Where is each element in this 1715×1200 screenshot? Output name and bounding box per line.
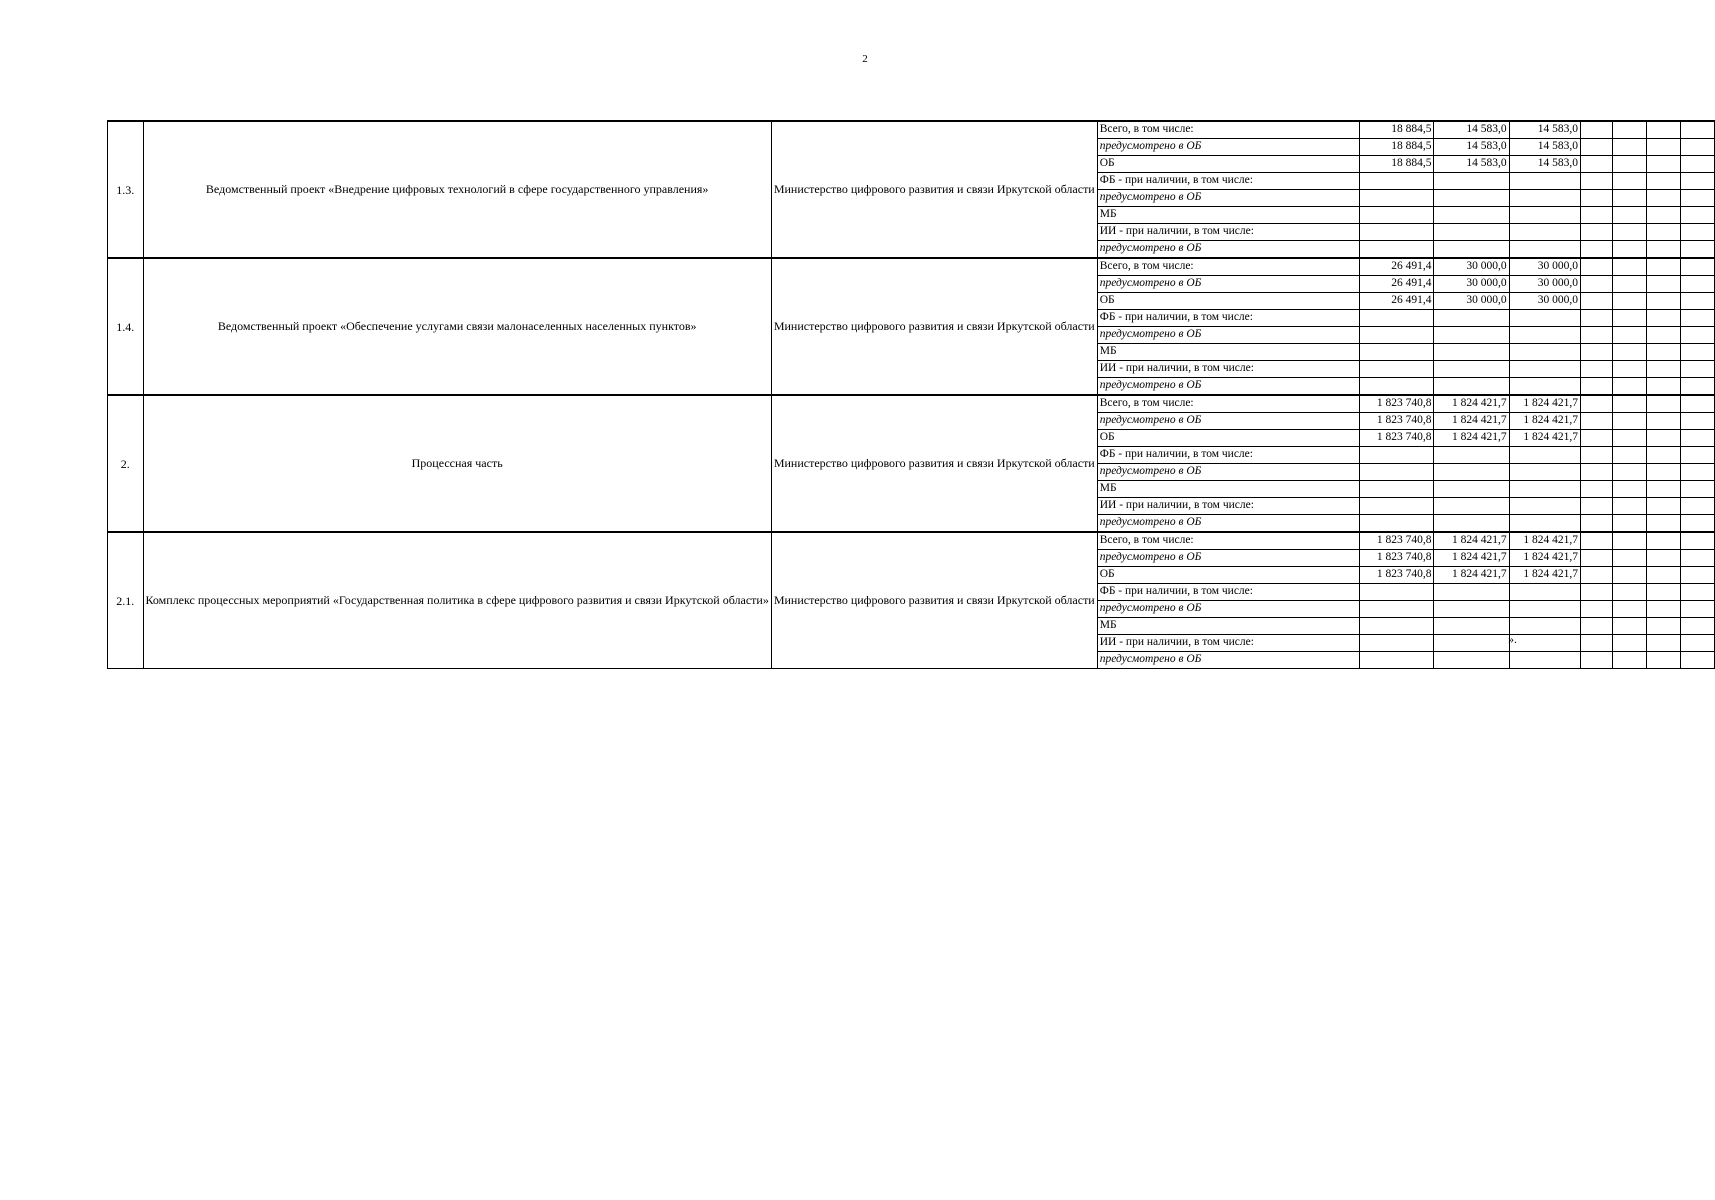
empty-cell <box>1681 121 1715 139</box>
amount-cell <box>1359 173 1434 190</box>
item-executor: Министерство цифрового развития и связи Иркутской области <box>771 532 1097 669</box>
empty-cell <box>1646 293 1680 310</box>
empty-cell <box>1613 139 1646 156</box>
empty-cell <box>1580 344 1612 361</box>
funding-source-label: ФБ - при наличии, в том числе: <box>1097 173 1359 190</box>
amount-cell <box>1509 344 1580 361</box>
amount-cell: 18 884,5 <box>1359 121 1434 139</box>
item-number: 2. <box>108 395 144 532</box>
item-name: Ведомственный проект «Внедрение цифровых технологий в сфере государственного управления» <box>143 121 771 258</box>
empty-cell <box>1613 344 1646 361</box>
amount-cell: 1 824 421,7 <box>1434 567 1509 584</box>
amount-cell <box>1434 310 1509 327</box>
amount-cell: 1 824 421,7 <box>1509 550 1580 567</box>
table-row <box>108 258 1715 276</box>
funding-source-label: предусмотрено в ОБ <box>1097 515 1359 533</box>
empty-cell <box>1681 327 1715 344</box>
funding-source-label: ИИ - при наличии, в том числе: <box>1097 224 1359 241</box>
item-executor: Министерство цифрового развития и связи Иркутской области <box>771 258 1097 395</box>
funding-source-label: предусмотрено в ОБ <box>1097 464 1359 481</box>
amount-cell: 14 583,0 <box>1509 121 1580 139</box>
empty-cell <box>1613 481 1646 498</box>
amount-cell: 26 491,4 <box>1359 276 1434 293</box>
amount-cell <box>1359 618 1434 635</box>
funding-source-label: предусмотрено в ОБ <box>1097 190 1359 207</box>
amount-cell <box>1509 361 1580 378</box>
empty-cell <box>1681 361 1715 378</box>
empty-cell <box>1646 378 1680 396</box>
amount-cell: 18 884,5 <box>1359 156 1434 173</box>
amount-cell <box>1359 481 1434 498</box>
empty-cell <box>1646 327 1680 344</box>
funding-source-label: МБ <box>1097 344 1359 361</box>
empty-cell <box>1646 395 1680 413</box>
empty-cell <box>1681 430 1715 447</box>
amount-cell: 1 824 421,7 <box>1434 395 1509 413</box>
item-executor: Министерство цифрового развития и связи Иркутской области <box>771 395 1097 532</box>
empty-cell <box>1646 481 1680 498</box>
funding-source-label: предусмотрено в ОБ <box>1097 327 1359 344</box>
empty-cell <box>1580 327 1612 344</box>
amount-cell: 1 824 421,7 <box>1434 430 1509 447</box>
amount-cell <box>1509 635 1580 652</box>
empty-cell <box>1580 224 1612 241</box>
amount-cell: 14 583,0 <box>1434 139 1509 156</box>
empty-cell <box>1646 532 1680 550</box>
empty-cell <box>1646 258 1680 276</box>
amount-cell <box>1509 378 1580 396</box>
item-number: 1.3. <box>108 121 144 258</box>
amount-cell: 14 583,0 <box>1509 156 1580 173</box>
amount-cell <box>1434 207 1509 224</box>
amount-cell: 30 000,0 <box>1509 276 1580 293</box>
amount-cell: 1 824 421,7 <box>1509 395 1580 413</box>
empty-cell <box>1580 550 1612 567</box>
amount-cell: 26 491,4 <box>1359 258 1434 276</box>
empty-cell <box>1681 550 1715 567</box>
amount-cell: 30 000,0 <box>1434 258 1509 276</box>
empty-cell <box>1613 430 1646 447</box>
amount-cell <box>1434 447 1509 464</box>
empty-cell <box>1613 447 1646 464</box>
empty-cell <box>1681 156 1715 173</box>
empty-cell <box>1580 652 1612 669</box>
funding-source-label: МБ <box>1097 207 1359 224</box>
empty-cell <box>1646 464 1680 481</box>
amount-cell: 30 000,0 <box>1509 258 1580 276</box>
amount-cell: 1 823 740,8 <box>1359 430 1434 447</box>
empty-cell <box>1646 139 1680 156</box>
amount-cell: 1 824 421,7 <box>1509 567 1580 584</box>
funding-source-label: предусмотрено в ОБ <box>1097 601 1359 618</box>
empty-cell <box>1646 413 1680 430</box>
funding-source-label: ОБ <box>1097 567 1359 584</box>
amount-cell <box>1434 378 1509 396</box>
amount-cell: 1 823 740,8 <box>1359 532 1434 550</box>
funding-source-label: ИИ - при наличии, в том числе: <box>1097 635 1359 652</box>
amount-cell <box>1359 515 1434 533</box>
amount-cell: 1 823 740,8 <box>1359 550 1434 567</box>
table-row <box>108 121 1715 139</box>
amount-cell <box>1359 327 1434 344</box>
empty-cell <box>1646 121 1680 139</box>
empty-cell <box>1646 173 1680 190</box>
empty-cell <box>1580 532 1612 550</box>
amount-cell: 14 583,0 <box>1434 156 1509 173</box>
amount-cell <box>1509 601 1580 618</box>
empty-cell <box>1580 258 1612 276</box>
empty-cell <box>1613 498 1646 515</box>
amount-cell: 26 491,4 <box>1359 293 1434 310</box>
amount-cell: 1 824 421,7 <box>1434 413 1509 430</box>
empty-cell <box>1646 567 1680 584</box>
empty-cell <box>1681 378 1715 396</box>
empty-cell <box>1681 190 1715 207</box>
empty-cell <box>1613 515 1646 533</box>
empty-cell <box>1613 190 1646 207</box>
amount-cell <box>1434 635 1509 652</box>
amount-cell <box>1434 652 1509 669</box>
amount-cell <box>1434 327 1509 344</box>
amount-cell: 1 824 421,7 <box>1434 532 1509 550</box>
empty-cell <box>1646 601 1680 618</box>
empty-cell <box>1580 139 1612 156</box>
amount-cell: 30 000,0 <box>1509 293 1580 310</box>
funding-source-label: ОБ <box>1097 156 1359 173</box>
empty-cell <box>1613 173 1646 190</box>
amount-cell <box>1509 447 1580 464</box>
empty-cell <box>1580 293 1612 310</box>
empty-cell <box>1681 567 1715 584</box>
table-row <box>108 532 1715 550</box>
empty-cell <box>1613 241 1646 259</box>
funding-source-label: предусмотрено в ОБ <box>1097 413 1359 430</box>
amount-cell <box>1359 207 1434 224</box>
amount-cell <box>1434 241 1509 259</box>
empty-cell <box>1646 618 1680 635</box>
empty-cell <box>1580 121 1612 139</box>
amount-cell: 1 823 740,8 <box>1359 395 1434 413</box>
empty-cell <box>1613 532 1646 550</box>
empty-cell <box>1646 310 1680 327</box>
empty-cell <box>1681 310 1715 327</box>
empty-cell <box>1646 224 1680 241</box>
empty-cell <box>1646 498 1680 515</box>
amount-cell: 1 823 740,8 <box>1359 413 1434 430</box>
empty-cell <box>1681 464 1715 481</box>
amount-cell <box>1509 327 1580 344</box>
empty-cell <box>1681 635 1715 652</box>
empty-cell <box>1681 139 1715 156</box>
empty-cell <box>1613 618 1646 635</box>
empty-cell <box>1681 652 1715 669</box>
amount-cell <box>1359 447 1434 464</box>
amount-cell <box>1434 344 1509 361</box>
amount-cell <box>1434 173 1509 190</box>
empty-cell <box>1681 498 1715 515</box>
empty-cell <box>1646 430 1680 447</box>
amount-cell <box>1509 173 1580 190</box>
funding-source-label: предусмотрено в ОБ <box>1097 276 1359 293</box>
amount-cell <box>1359 498 1434 515</box>
funding-source-label: ОБ <box>1097 430 1359 447</box>
amount-cell <box>1359 310 1434 327</box>
empty-cell <box>1646 550 1680 567</box>
amount-cell: 1 824 421,7 <box>1509 532 1580 550</box>
empty-cell <box>1613 121 1646 139</box>
table-row <box>108 395 1715 413</box>
empty-cell <box>1580 378 1612 396</box>
closing-quote-mark: ». <box>1508 632 1517 646</box>
funding-source-label: Всего, в том числе: <box>1097 258 1359 276</box>
amount-cell: 14 583,0 <box>1509 139 1580 156</box>
funding-source-label: МБ <box>1097 618 1359 635</box>
item-name: Процессная часть <box>143 395 771 532</box>
empty-cell <box>1646 361 1680 378</box>
funding-source-label: предусмотрено в ОБ <box>1097 550 1359 567</box>
amount-cell <box>1509 464 1580 481</box>
funding-source-label: предусмотрено в ОБ <box>1097 378 1359 396</box>
empty-cell <box>1681 258 1715 276</box>
amount-cell <box>1509 241 1580 259</box>
empty-cell <box>1580 498 1612 515</box>
funding-source-label: ФБ - при наличии, в том числе: <box>1097 447 1359 464</box>
empty-cell <box>1646 156 1680 173</box>
amount-cell <box>1359 361 1434 378</box>
empty-cell <box>1613 652 1646 669</box>
item-executor: Министерство цифрового развития и связи Иркутской области <box>771 121 1097 258</box>
amount-cell <box>1509 618 1580 635</box>
funding-source-label: предусмотрено в ОБ <box>1097 652 1359 669</box>
empty-cell <box>1613 464 1646 481</box>
empty-cell <box>1580 395 1612 413</box>
empty-cell <box>1613 635 1646 652</box>
empty-cell <box>1646 584 1680 601</box>
empty-cell <box>1613 276 1646 293</box>
empty-cell <box>1681 413 1715 430</box>
amount-cell: 1 824 421,7 <box>1434 550 1509 567</box>
empty-cell <box>1580 173 1612 190</box>
empty-cell <box>1681 173 1715 190</box>
empty-cell <box>1646 190 1680 207</box>
empty-cell <box>1580 584 1612 601</box>
empty-cell <box>1613 601 1646 618</box>
amount-cell <box>1434 190 1509 207</box>
empty-cell <box>1580 310 1612 327</box>
empty-cell <box>1580 567 1612 584</box>
amount-cell <box>1509 224 1580 241</box>
amount-cell <box>1359 224 1434 241</box>
empty-cell <box>1681 447 1715 464</box>
page-number: 2 <box>862 53 868 65</box>
empty-cell <box>1681 532 1715 550</box>
amount-cell <box>1509 207 1580 224</box>
amount-cell <box>1359 190 1434 207</box>
amount-cell <box>1509 310 1580 327</box>
amount-cell <box>1359 241 1434 259</box>
empty-cell <box>1681 224 1715 241</box>
funding-source-label: Всего, в том числе: <box>1097 121 1359 139</box>
funding-source-label: ОБ <box>1097 293 1359 310</box>
amount-cell <box>1359 378 1434 396</box>
empty-cell <box>1681 515 1715 533</box>
item-name: Ведомственный проект «Обеспечение услугами связи малонаселенных населенных пунктов» <box>143 258 771 395</box>
empty-cell <box>1580 601 1612 618</box>
empty-cell <box>1681 584 1715 601</box>
amount-cell <box>1434 361 1509 378</box>
empty-cell <box>1580 190 1612 207</box>
empty-cell <box>1580 156 1612 173</box>
amount-cell <box>1359 635 1434 652</box>
funding-source-label: ФБ - при наличии, в том числе: <box>1097 584 1359 601</box>
amount-cell <box>1434 224 1509 241</box>
empty-cell <box>1580 361 1612 378</box>
empty-cell <box>1580 430 1612 447</box>
amount-cell: 1 824 421,7 <box>1509 430 1580 447</box>
funding-source-label: предусмотрено в ОБ <box>1097 241 1359 259</box>
empty-cell <box>1681 618 1715 635</box>
amount-cell <box>1434 464 1509 481</box>
empty-cell <box>1681 241 1715 259</box>
empty-cell <box>1613 550 1646 567</box>
empty-cell <box>1613 567 1646 584</box>
empty-cell <box>1580 464 1612 481</box>
empty-cell <box>1613 293 1646 310</box>
empty-cell <box>1613 310 1646 327</box>
empty-cell <box>1580 635 1612 652</box>
empty-cell <box>1613 258 1646 276</box>
empty-cell <box>1580 618 1612 635</box>
amount-cell <box>1434 481 1509 498</box>
amount-cell: 14 583,0 <box>1434 121 1509 139</box>
empty-cell <box>1580 241 1612 259</box>
amount-cell <box>1434 584 1509 601</box>
amount-cell <box>1359 344 1434 361</box>
amount-cell <box>1509 498 1580 515</box>
empty-cell <box>1681 481 1715 498</box>
funding-source-label: ИИ - при наличии, в том числе: <box>1097 361 1359 378</box>
funding-source-label: ИИ - при наличии, в том числе: <box>1097 498 1359 515</box>
empty-cell <box>1580 515 1612 533</box>
amount-cell <box>1434 601 1509 618</box>
empty-cell <box>1681 276 1715 293</box>
amount-cell <box>1434 618 1509 635</box>
amount-cell <box>1509 652 1580 669</box>
empty-cell <box>1681 601 1715 618</box>
empty-cell <box>1646 515 1680 533</box>
amount-cell <box>1509 515 1580 533</box>
funding-source-label: предусмотрено в ОБ <box>1097 139 1359 156</box>
empty-cell <box>1681 344 1715 361</box>
amount-cell <box>1359 584 1434 601</box>
empty-cell <box>1646 344 1680 361</box>
amount-cell <box>1434 515 1509 533</box>
funding-source-label: Всего, в том числе: <box>1097 532 1359 550</box>
empty-cell <box>1646 447 1680 464</box>
item-name: Комплекс процессных мероприятий «Государственная политика в сфере цифрового развития и связи Иркутской области» <box>143 532 771 669</box>
empty-cell <box>1681 293 1715 310</box>
amount-cell: 18 884,5 <box>1359 139 1434 156</box>
amount-cell <box>1509 481 1580 498</box>
empty-cell <box>1646 276 1680 293</box>
amount-cell <box>1434 498 1509 515</box>
amount-cell <box>1359 601 1434 618</box>
empty-cell <box>1580 481 1612 498</box>
amount-cell: 1 824 421,7 <box>1509 413 1580 430</box>
empty-cell <box>1646 635 1680 652</box>
empty-cell <box>1613 395 1646 413</box>
empty-cell <box>1580 207 1612 224</box>
item-number: 1.4. <box>108 258 144 395</box>
funding-source-label: Всего, в том числе: <box>1097 395 1359 413</box>
empty-cell <box>1646 652 1680 669</box>
empty-cell <box>1646 207 1680 224</box>
funding-source-label: МБ <box>1097 481 1359 498</box>
empty-cell <box>1646 241 1680 259</box>
empty-cell <box>1613 584 1646 601</box>
empty-cell <box>1681 207 1715 224</box>
financing-table <box>107 120 1715 669</box>
item-number: 2.1. <box>108 532 144 669</box>
empty-cell <box>1681 395 1715 413</box>
amount-cell: 1 823 740,8 <box>1359 567 1434 584</box>
amount-cell <box>1359 464 1434 481</box>
empty-cell <box>1613 413 1646 430</box>
empty-cell <box>1613 224 1646 241</box>
empty-cell <box>1613 327 1646 344</box>
amount-cell <box>1509 584 1580 601</box>
empty-cell <box>1580 447 1612 464</box>
funding-source-label: ФБ - при наличии, в том числе: <box>1097 310 1359 327</box>
amount-cell: 30 000,0 <box>1434 293 1509 310</box>
empty-cell <box>1613 207 1646 224</box>
table-body <box>108 121 1715 669</box>
empty-cell <box>1580 413 1612 430</box>
empty-cell <box>1580 276 1612 293</box>
amount-cell <box>1359 652 1434 669</box>
empty-cell <box>1613 378 1646 396</box>
empty-cell <box>1613 361 1646 378</box>
amount-cell <box>1509 190 1580 207</box>
empty-cell <box>1613 156 1646 173</box>
amount-cell: 30 000,0 <box>1434 276 1509 293</box>
